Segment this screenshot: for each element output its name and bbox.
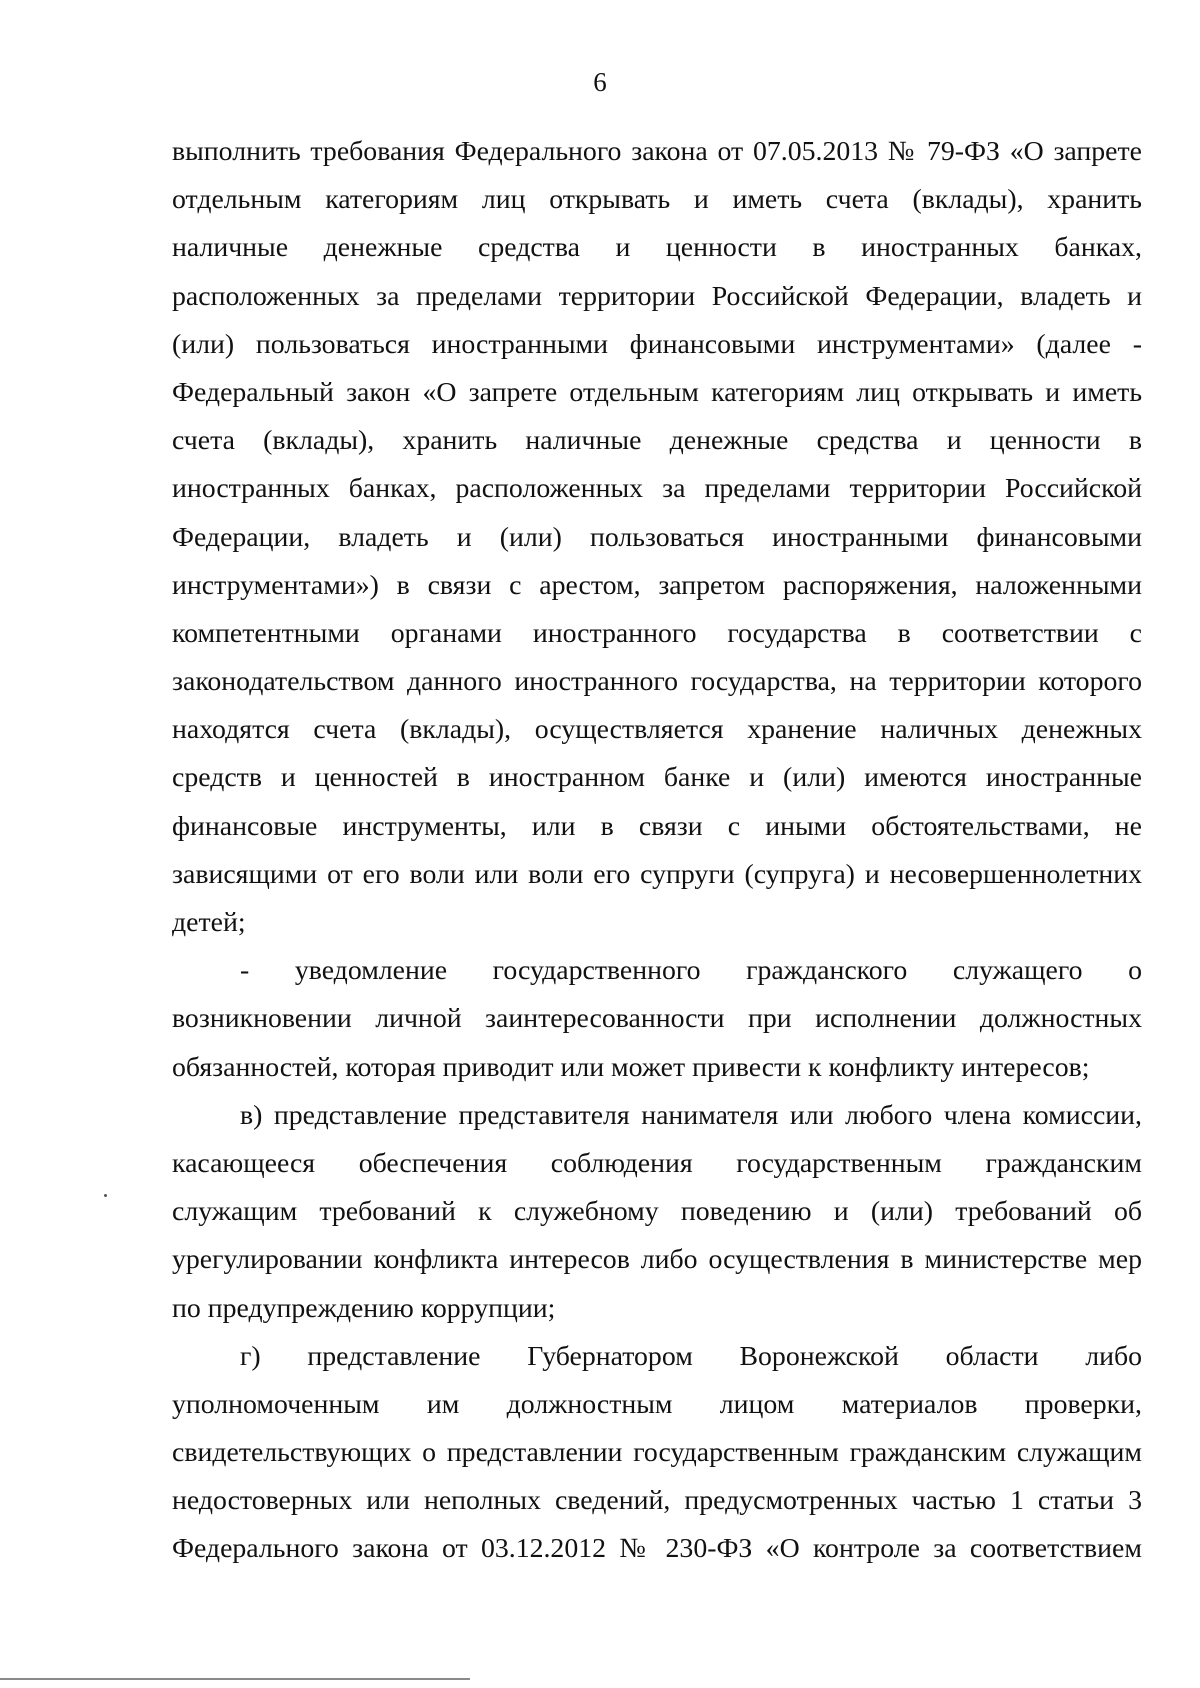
text-line: г) представление Губернатором Воронежской области либо xyxy=(240,1340,1142,1372)
text-line: счета (вклады), хранить наличные денежные средства и ценности в xyxy=(172,425,1142,457)
text-line: - уведомление государственного гражданского служащего о xyxy=(240,955,1142,987)
text-line: уполномоченным им должностным лицом материалов проверки, xyxy=(172,1388,1142,1420)
text-line: средств и ценностей в иностранном банке и (или) имеются иностранные xyxy=(172,762,1142,794)
text-line: Федеральный закон «О запрете отдельным категориям лиц открывать и иметь xyxy=(172,376,1142,408)
text-line: Федерации, владеть и (или) пользоваться иностранными финансовыми xyxy=(172,521,1142,553)
text-line: служащим требований к служебному поведению и (или) требований об xyxy=(172,1196,1142,1228)
text-line: выполнить требования Федерального закона от 07.05.2013 № 79-ФЗ «О запрете xyxy=(172,136,1142,167)
text-line: в) представление представителя нанимателя или любого члена комиссии, xyxy=(240,1099,1142,1131)
text-line: находятся счета (вклады), осуществляется хранение наличных денежных xyxy=(172,714,1142,746)
text-line: недостоверных или неполных сведений, предусмотренных частью 1 статьи 3 xyxy=(172,1485,1142,1517)
page-number: 6 xyxy=(593,67,607,97)
text-line: (или) пользоваться иностранными финансовыми инструментами» (далее - xyxy=(172,328,1142,360)
text-line: урегулировании конфликта интересов либо осуществления в министерстве мер xyxy=(172,1244,1142,1276)
text-line: возникновении личной заинтересованности при исполнении должностных xyxy=(172,1003,1142,1035)
text-line: по предупреждению коррупции; xyxy=(172,1292,556,1324)
text-line: законодательством данного иностранного государства, на территории которого xyxy=(172,666,1142,698)
text-line: наличные денежные средства и ценности в иностранных банках, xyxy=(172,232,1142,264)
text-line: касающееся обеспечения соблюдения государственным гражданским xyxy=(172,1147,1142,1179)
scan-speck xyxy=(104,1194,107,1197)
text-line: Федерального закона от 03.12.2012 № 230-ФЗ «О контроле за соответствием xyxy=(172,1533,1142,1565)
text-line: отдельным категориям лиц открывать и иметь счета (вклады), хранить xyxy=(172,184,1142,216)
text-line: расположенных за пределами территории Российской Федерации, владеть и xyxy=(172,280,1142,312)
text-line: обязанностей, которая приводит или может привести к конфликту интересов; xyxy=(172,1051,1090,1083)
text-line: иностранных банках, расположенных за пределами территории Российской xyxy=(172,473,1142,505)
text-line: финансовые инструменты, или в связи с иными обстоятельствами, не xyxy=(172,810,1142,842)
text-line: свидетельствующих о представлении государственным гражданским служащим xyxy=(172,1437,1142,1469)
text-line: инструментами») в связи с арестом, запретом распоряжения, наложенными xyxy=(172,569,1142,601)
text-line: компетентными органами иностранного государства в соответствии с xyxy=(172,617,1142,649)
document-body xyxy=(172,128,1142,1574)
text-line: детей; xyxy=(172,907,246,938)
text-line: зависящими от его воли или воли его супруги (супруга) и несовершеннолетних xyxy=(172,858,1142,890)
scan-edge-line xyxy=(0,1678,470,1680)
